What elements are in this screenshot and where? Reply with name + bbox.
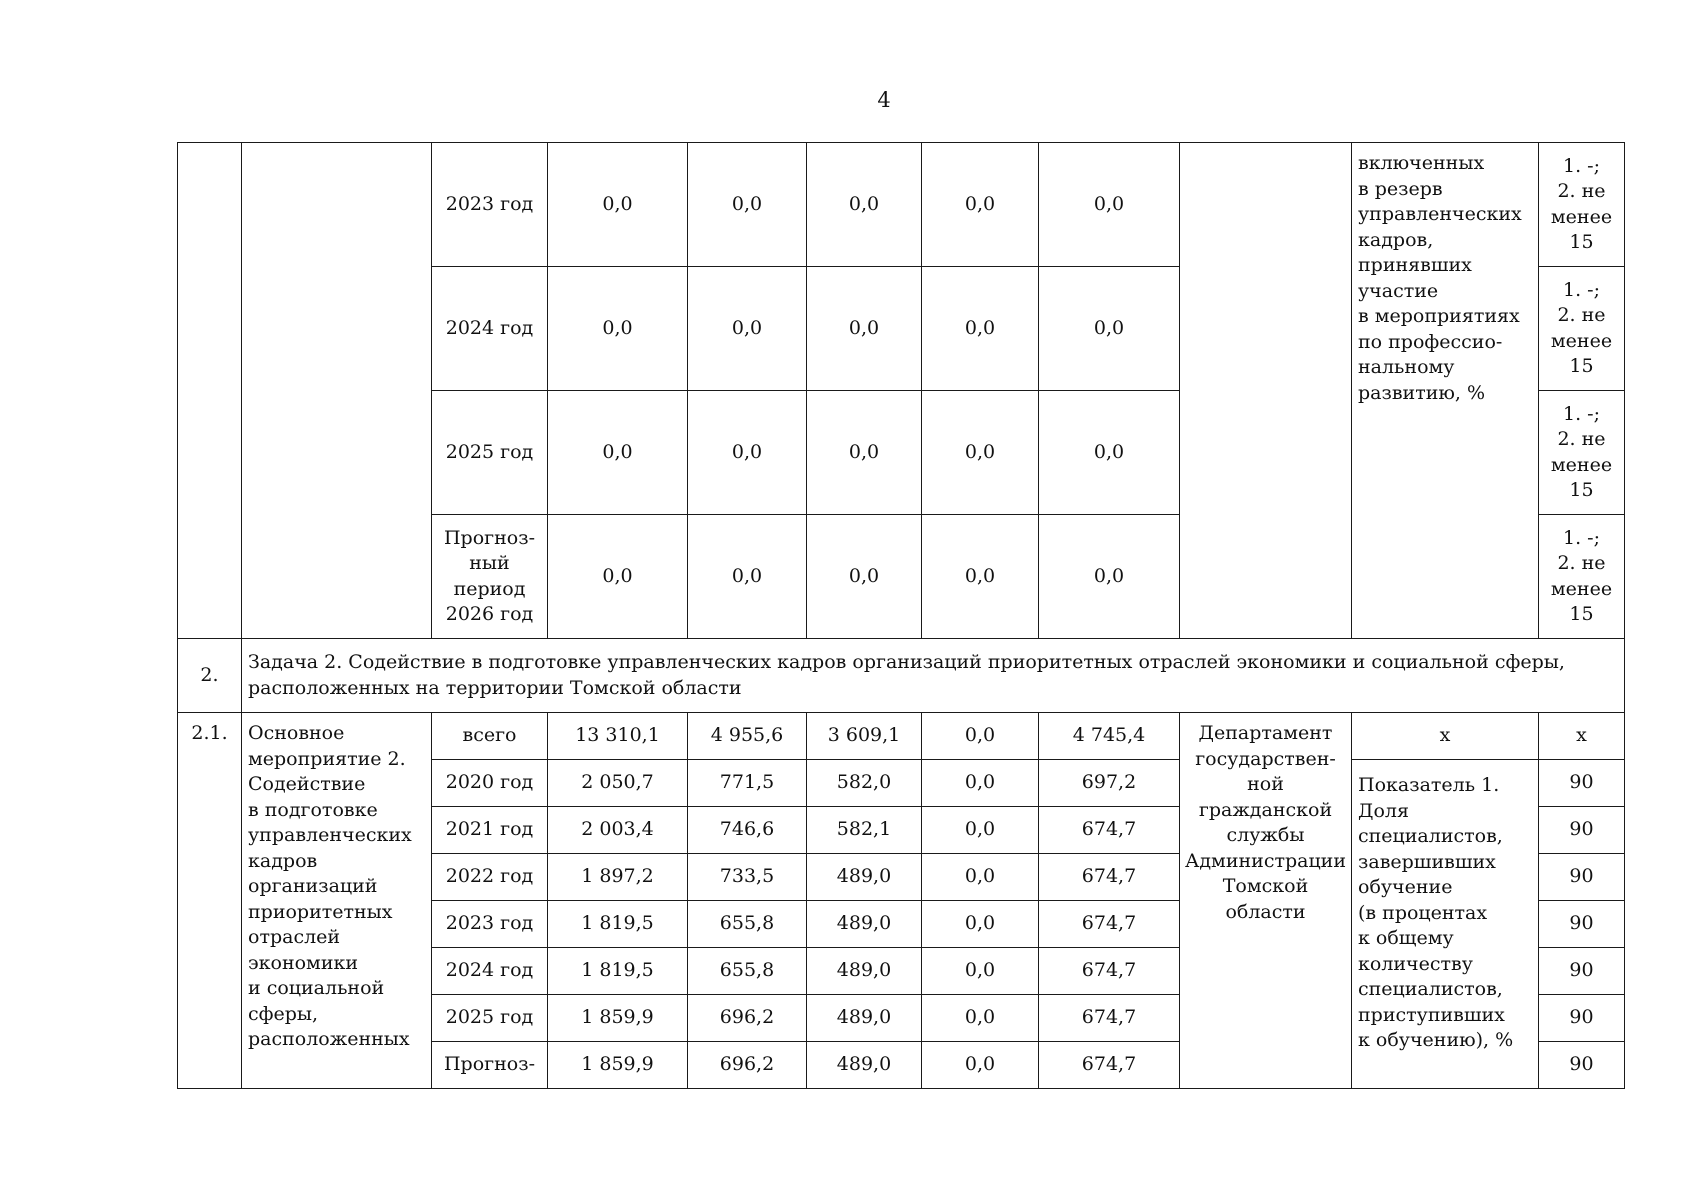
regional-cell: 3 609,1: [807, 713, 922, 760]
target-header-cell: х: [1539, 713, 1625, 760]
regional-cell: 582,1: [807, 807, 922, 854]
regional-cell: 582,0: [807, 760, 922, 807]
regional-cell: 489,0: [807, 901, 922, 948]
period-cell: 2024 год: [432, 267, 548, 391]
local-cell: 0,0: [922, 391, 1039, 515]
target-value-cell: 90: [1539, 760, 1625, 807]
federal-cell: 0,0: [688, 143, 807, 267]
activity-number: 2.1.: [178, 713, 242, 1089]
total-cell: 0,0: [548, 515, 688, 639]
target-value-cell: 90: [1539, 995, 1625, 1042]
period-cell: Прогноз-: [432, 1042, 548, 1089]
period-cell: 2022 год: [432, 854, 548, 901]
federal-cell: 655,8: [688, 901, 807, 948]
regional-cell: 489,0: [807, 995, 922, 1042]
target-value-cell: 90: [1539, 1042, 1625, 1089]
total-cell: 2 050,7: [548, 760, 688, 807]
indicator-text: включенных в резерв управленческих кадров, принявших участие в мероприятиях по профессио- нальному развитию, %: [1352, 143, 1539, 639]
number-cell-empty: [178, 143, 242, 639]
local-cell: 0,0: [922, 267, 1039, 391]
target-value-cell: 90: [1539, 948, 1625, 995]
period-cell: 2021 год: [432, 807, 548, 854]
federal-cell: 0,0: [688, 515, 807, 639]
regional-cell: 0,0: [807, 515, 922, 639]
regional-cell: 0,0: [807, 391, 922, 515]
local-cell: 0,0: [922, 760, 1039, 807]
extra-budget-cell: 697,2: [1039, 760, 1180, 807]
period-cell: всего: [432, 713, 548, 760]
local-cell: 0,0: [922, 713, 1039, 760]
extra-budget-cell: 674,7: [1039, 854, 1180, 901]
target-value-cell: 90: [1539, 807, 1625, 854]
federal-cell: 771,5: [688, 760, 807, 807]
target-value-cell: 90: [1539, 854, 1625, 901]
period-cell: 2020 год: [432, 760, 548, 807]
total-cell: 13 310,1: [548, 713, 688, 760]
executor-cell-empty: [1180, 143, 1352, 639]
federal-cell: 696,2: [688, 995, 807, 1042]
target-value-cell: 1. -; 2. не менее 15: [1539, 267, 1625, 391]
indicator-header-cell: х: [1352, 713, 1539, 760]
extra-budget-cell: 674,7: [1039, 901, 1180, 948]
target-value-cell: 90: [1539, 901, 1625, 948]
total-cell: 0,0: [548, 391, 688, 515]
activity-name: Основное мероприятие 2. Содействие в подготовке управленческих кадров организаций приоритетных отраслей экономики и социальной сферы, расположенных: [242, 713, 432, 1089]
period-cell: 2025 год: [432, 391, 548, 515]
local-cell: 0,0: [922, 948, 1039, 995]
extra-budget-cell: 4 745,4: [1039, 713, 1180, 760]
task-header-row: [178, 639, 1625, 713]
total-cell: 1 819,5: [548, 901, 688, 948]
extra-budget-cell: 674,7: [1039, 807, 1180, 854]
task-number: 2.: [178, 639, 242, 713]
total-cell: 1 897,2: [548, 854, 688, 901]
federal-cell: 733,5: [688, 854, 807, 901]
federal-cell: 0,0: [688, 391, 807, 515]
total-cell: 1 859,9: [548, 995, 688, 1042]
indicator-text: Показатель 1. Доля специалистов, завершивших обучение (в процентах к общему количеству специалистов, приступивших к обучению), %: [1352, 760, 1539, 1089]
total-cell: 2 003,4: [548, 807, 688, 854]
extra-budget-cell: 674,7: [1039, 995, 1180, 1042]
federal-cell: 0,0: [688, 267, 807, 391]
local-cell: 0,0: [922, 995, 1039, 1042]
period-cell: 2025 год: [432, 995, 548, 1042]
federal-cell: 696,2: [688, 1042, 807, 1089]
total-cell: 1 819,5: [548, 948, 688, 995]
executor-text: Департамент государствен- ной гражданской службы Администрации Томской области: [1180, 713, 1352, 1089]
activity-row: [178, 713, 1625, 760]
total-cell: 1 859,9: [548, 1042, 688, 1089]
task-title: Задача 2. Содействие в подготовке управленческих кадров организаций приоритетных отраслей экономики и социальной сферы, расположенных на территории Томской области: [242, 639, 1625, 713]
federal-cell: 746,6: [688, 807, 807, 854]
task1-row: [178, 143, 1625, 267]
total-cell: 0,0: [548, 143, 688, 267]
total-cell: 0,0: [548, 267, 688, 391]
extra-budget-cell: 674,7: [1039, 948, 1180, 995]
target-value-cell: 1. -; 2. не менее 15: [1539, 515, 1625, 639]
target-value-cell: 1. -; 2. не менее 15: [1539, 391, 1625, 515]
regional-cell: 489,0: [807, 854, 922, 901]
period-cell: Прогноз- ный период 2026 год: [432, 515, 548, 639]
period-cell: 2023 год: [432, 143, 548, 267]
period-cell: 2023 год: [432, 901, 548, 948]
regional-cell: 489,0: [807, 948, 922, 995]
local-cell: 0,0: [922, 854, 1039, 901]
local-cell: 0,0: [922, 901, 1039, 948]
federal-cell: 655,8: [688, 948, 807, 995]
local-cell: 0,0: [922, 515, 1039, 639]
extra-budget-cell: 0,0: [1039, 515, 1180, 639]
local-cell: 0,0: [922, 807, 1039, 854]
local-cell: 0,0: [922, 143, 1039, 267]
regional-cell: 0,0: [807, 143, 922, 267]
local-cell: 0,0: [922, 1042, 1039, 1089]
extra-budget-cell: 0,0: [1039, 391, 1180, 515]
program-table: [177, 142, 1625, 1089]
regional-cell: 0,0: [807, 267, 922, 391]
period-cell: 2024 год: [432, 948, 548, 995]
extra-budget-cell: 674,7: [1039, 1042, 1180, 1089]
target-value-cell: 1. -; 2. не менее 15: [1539, 143, 1625, 267]
extra-budget-cell: 0,0: [1039, 267, 1180, 391]
federal-cell: 4 955,6: [688, 713, 807, 760]
regional-cell: 489,0: [807, 1042, 922, 1089]
page-number: 4: [877, 88, 891, 112]
extra-budget-cell: 0,0: [1039, 143, 1180, 267]
activity-cell-empty: [242, 143, 432, 639]
